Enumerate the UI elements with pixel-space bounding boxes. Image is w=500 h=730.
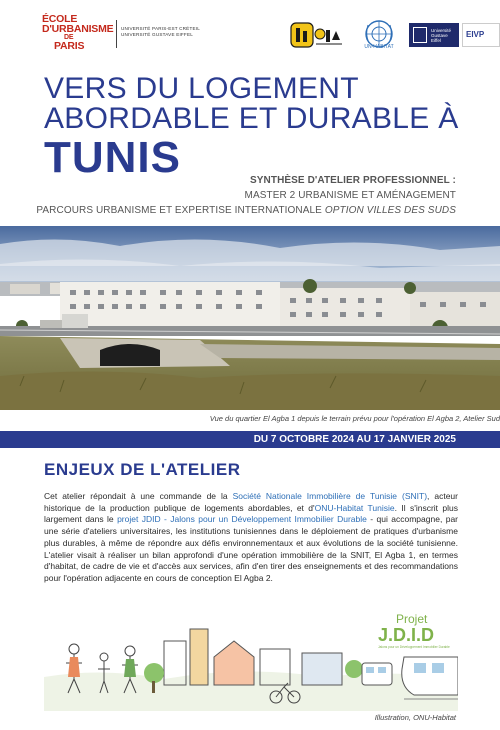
snit-link[interactable]: Société Nationale Immobilière de Tunisie (SNIT) [232, 491, 428, 501]
universite-gustave-eiffel-logo [409, 23, 459, 47]
jdid-logo-line-2: J.D.I.D [378, 625, 435, 645]
subtitle-line-2: MASTER 2 URBANISME ET AMÉNAGEMENT [244, 190, 456, 201]
ugf-line-3: Eiffel [431, 38, 441, 43]
photo-caption: Vue du quartier El Agba 1 depuis le terrain prévu pour l'opération El Agba 2, Atelier Sud [209, 414, 500, 423]
school-line-4: PARIS [54, 40, 85, 52]
school-line-3: DE [64, 34, 74, 41]
body-text-part-2: , acteur historique de la production publique de logements abordables, et d' [44, 491, 458, 513]
jdid-illustration [44, 607, 458, 711]
title-line-1: VERS DU LOGEMENT [44, 72, 359, 105]
school-line-1: ÉCOLE [42, 13, 78, 25]
university-line-2: UNIVERSITÉ GUSTAVE EIFFEL [121, 32, 193, 37]
section-title: ENJEUX DE L'ATELIER [44, 460, 241, 479]
school-line-2: D'URBANISME [42, 23, 114, 35]
body-text-part-1: Cet atelier répondait à une commande de la [44, 491, 233, 501]
title-line-2: ABORDABLE ET DURABLE À [44, 102, 459, 135]
page-header [0, 0, 500, 60]
subtitle-line-3 [36, 205, 456, 216]
university-line-1: UNIVERSITÉ PARIS-EST CRÉTEIL [121, 26, 200, 31]
el-agba-photo [0, 226, 500, 410]
section-body [44, 491, 458, 585]
ugf-label [431, 28, 451, 43]
eivp-logo [462, 23, 500, 47]
university-names [121, 26, 200, 38]
snit-logo-icon [290, 22, 344, 48]
ecole-urbanisme-paris-logo [42, 14, 117, 51]
jdid-logo-line-1: Projet [396, 612, 428, 626]
header-divider [116, 20, 117, 48]
ugf-line-2: Gustave [431, 33, 448, 38]
body-text-part-3: . Il s'inscrit plus largement dans le [44, 502, 458, 525]
ugf-line-1: Université [431, 28, 452, 33]
subtitle-line-1: SYNTHÈSE D'ATELIER PROFESSIONNEL : [250, 175, 456, 186]
un-habitat-label: UN-HABITAT [364, 44, 394, 50]
subtitle-option: OPTION VILLES DES SUDS [324, 205, 456, 216]
date-band [0, 431, 500, 448]
title-city: TUNIS [44, 133, 181, 182]
body-text-part-4: - qui accompagne, par une série d'ateliers universitaires, les institutions tunisiennes dans le déploiement de pratiques d'urbanisme plus durables, à même de répondre aux défis environnementaux et aux évolutions de la société tunisienne. L'atelier visait à réaliser un bilan approfondi d'une opération immobilière de la SNIT, El Agba 1, en termes d'habitat, de cadre de vie et d'accès aux services, afin d'en tirer des enseignements et des recommandations pour l'opération adjacente en cours de conception El Agba 2. [44, 514, 458, 583]
projet-jdid-link[interactable]: projet JDID - Jalons pour un Développement Immobilier Durable [117, 514, 367, 525]
eivp-label: EIVP [466, 30, 485, 39]
ugf-square-icon [413, 27, 427, 43]
date-range: DU 7 OCTOBRE 2024 AU 17 JANVIER 2025 [253, 434, 456, 445]
subtitle-track: PARCOURS URBANISME ET EXPERTISE INTERNATIONALE [36, 205, 322, 216]
illustration-caption: Illustration, ONU-Habitat [374, 713, 456, 722]
onu-habitat-tunisie-link[interactable]: ONU-Habitat Tunisie [314, 502, 395, 513]
jdid-logo-sub: Jalons pour un Développement Immobilier Durable [378, 645, 450, 649]
